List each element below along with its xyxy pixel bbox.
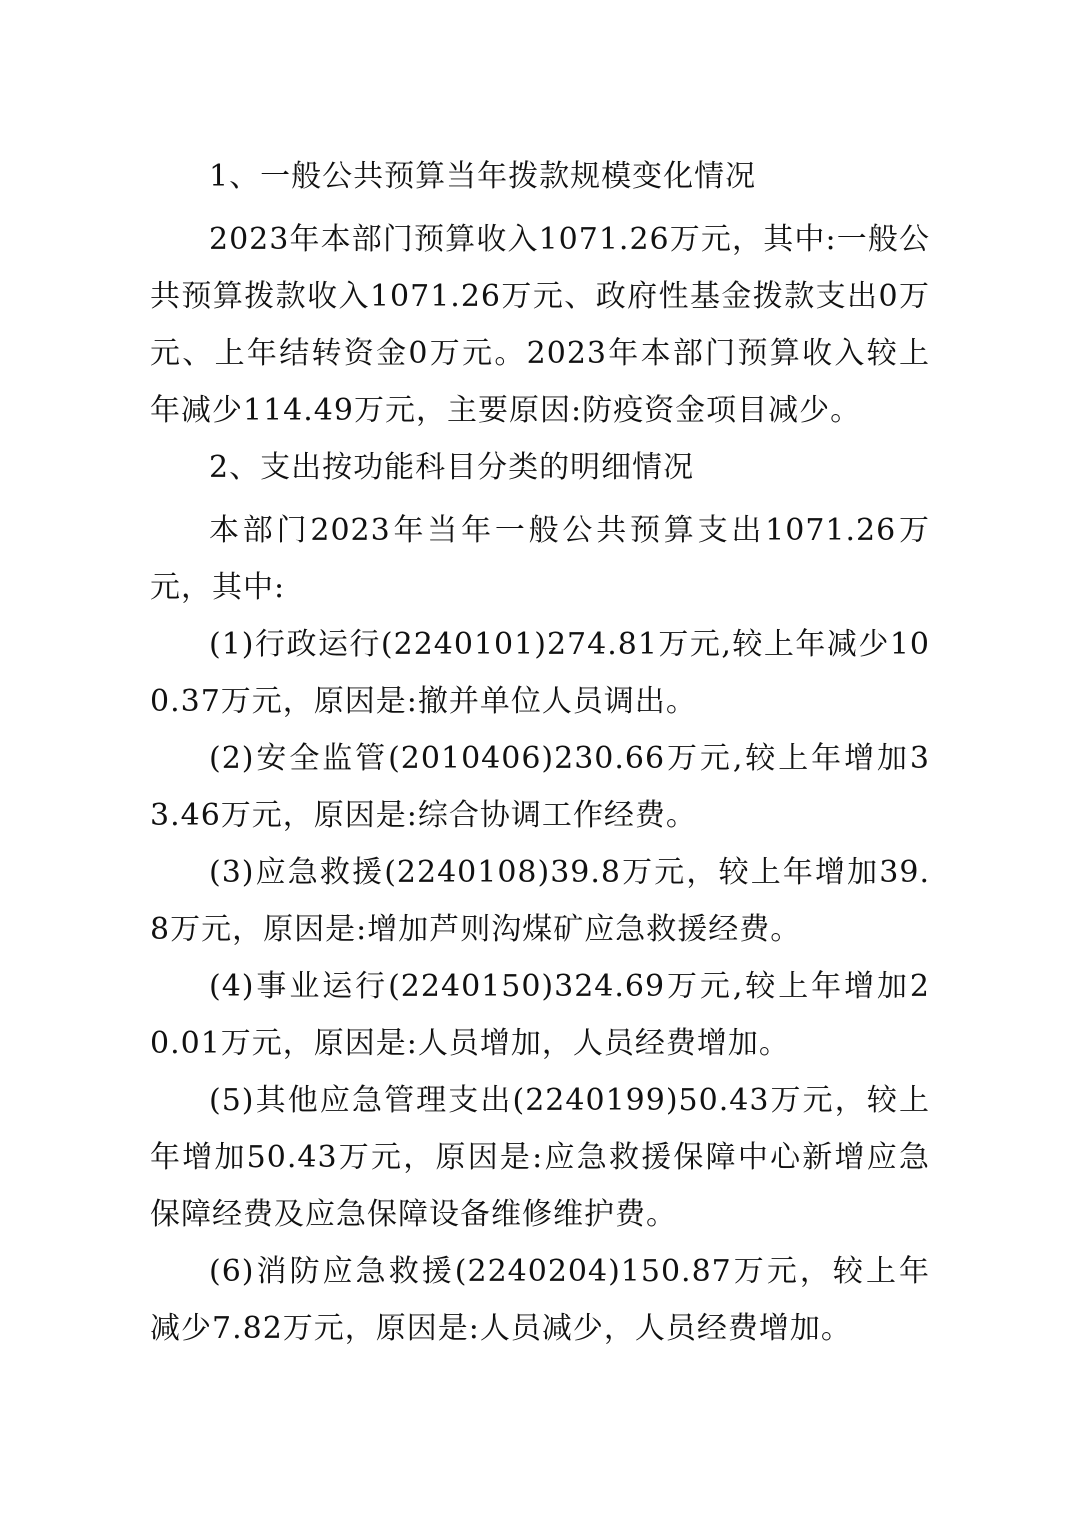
document-page (150, 148, 930, 1357)
section-2-heading: 2、支出按功能科目分类的明细情况 (209, 450, 695, 485)
expense-item-4: (4)事业运行(2240150)324.69万元,较上年增加20.01万元，原因是:人员增加，人员经费增加。 (150, 969, 930, 1061)
expense-item-5: (5)其他应急管理支出(2240199)50.43万元，较上年增加50.43万元，原因是:应急救援保障中心新增应急保障经费及应急保障设备维修维护费。 (150, 1083, 930, 1232)
section-2-intro: 本部门2023年当年一般公共预算支出1071.26万元，其中: (150, 513, 930, 605)
expense-item-3: (3)应急救援(2240108)39.8万元，较上年增加39.8万元，原因是:增加芦则沟煤矿应急救援经费。 (150, 855, 930, 947)
section-1-heading: 1、一般公共预算当年拨款规模变化情况 (209, 159, 757, 194)
expense-item-6: (6)消防应急救援(2240204)150.87万元，较上年减少7.82万元，原因是:人员减少，人员经费增加。 (150, 1254, 930, 1346)
expense-item-2: (2)安全监管(2010406)230.66万元,较上年增加33.46万元，原因是:综合协调工作经费。 (150, 741, 930, 833)
expense-item-1: (1)行政运行(2240101)274.81万元,较上年减少100.37万元，原因是:撤并单位人员调出。 (150, 627, 930, 719)
section-1-paragraph: 2023年本部门预算收入1071.26万元，其中:一般公共预算拨款收入1071.26万元、政府性基金拨款支出0万元、上年结转资金0万元。2023年本部门预算收入较上年减少114.49万元，主要原因:防疫资金项目减少。 (150, 222, 930, 428)
